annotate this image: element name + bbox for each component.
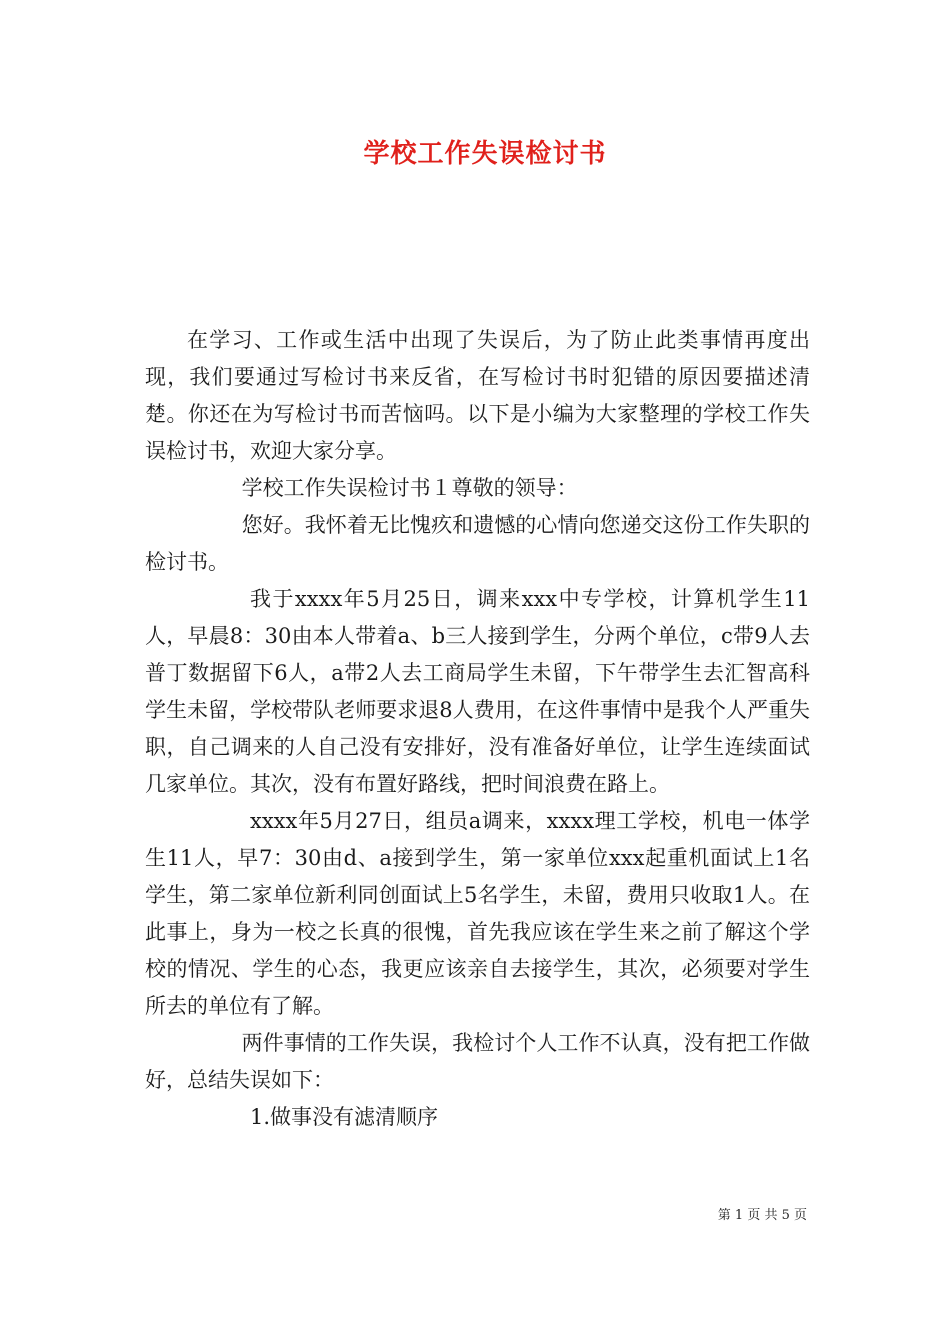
page-number-footer: 第 1 页 共 5 页	[717, 1208, 807, 1223]
paragraph-greeting: 您好。我怀着无比愧疚和遗憾的心情向您递交这份工作失职的检讨书。	[145, 513, 810, 574]
paragraph-incident-2: xxxx年5月27日，组员a调来，xxxx理工学校，机电一体学生11人，早7：30由d、a接到学生，第一家单位xxx起重机面试上1名学生，第二家单位新利同创面试上5名学生，未留，费用只收取1人。在此事上，身为一校之长真的很愧，首先我应该在学生来之前了解这个学校的情况、学生的心态，我更应该亲自去接学生，其次，必须要对学生所去的单位有了解。	[145, 809, 810, 1018]
paragraph-list-item-1: 1.做事没有滤清顺序	[250, 1105, 439, 1129]
paragraph-salutation: 学校工作失误检讨书１尊敬的领导：	[241, 476, 578, 500]
document-body	[145, 322, 810, 1136]
paragraph-summary: 两件事情的工作失误，我检讨个人工作不认真，没有把工作做好，总结失误如下：	[145, 1031, 810, 1092]
document-title: 学校工作失误检讨书	[363, 139, 607, 169]
paragraph-incident-1: 我于xxxx年5月25日，调来xxx中专学校，计算机学生11人，早晨8：30由本人带着a、b三人接到学生，分两个单位，c带9人去普丁数据留下6人，a带2人去工商局学生未留，下午带学生去汇智高科学生未留，学校带队老师要求退8人费用，在这件事情中是我个人严重失职，自己调来的人自己没有安排好，没有准备好单位，让学生连续面试几家单位。其次，没有布置好路线，把时间浪费在路上。	[145, 587, 810, 796]
paragraph-intro: 在学习、工作或生活中出现了失误后，为了防止此类事情再度出现，我们要通过写检讨书来反省，在写检讨书时犯错的原因要描述清楚。你还在为写检讨书而苦恼吗。以下是小编为大家整理的学校工作失误检讨书，欢迎大家分享。	[145, 328, 810, 463]
